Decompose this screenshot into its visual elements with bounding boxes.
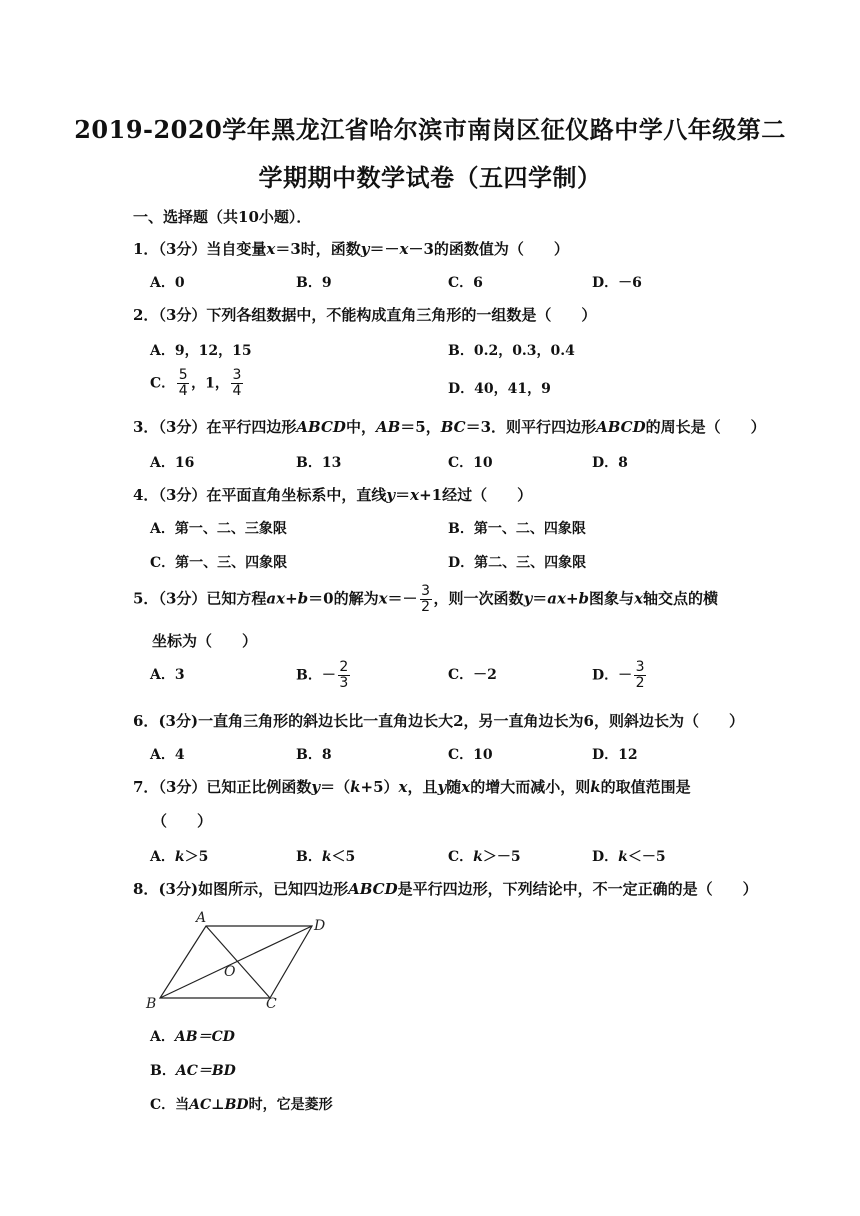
question-number: 8．	[133, 880, 159, 898]
denominator: 2	[421, 599, 430, 615]
option-b: B．0.2，0.3，0.4	[448, 343, 575, 359]
q-text: （3分）当自变量	[158, 240, 267, 258]
minus-sign: －	[321, 667, 336, 684]
q-text: 图象与	[589, 589, 635, 608]
option-d: D．－6	[592, 275, 642, 291]
numerator: 3	[421, 583, 430, 599]
numerator: 3	[232, 367, 242, 383]
q-text: （3分）在平行四边形	[158, 418, 297, 436]
question-8	[133, 878, 758, 899]
math-var: k	[174, 849, 185, 865]
math-var: x	[399, 240, 409, 258]
center-label-o: O	[224, 964, 236, 980]
question-7	[133, 776, 691, 797]
q-text: （3分）在平面直角坐标系中，直线	[158, 486, 387, 504]
q-text: ＝	[395, 486, 411, 504]
vertex-label-a: A	[196, 910, 207, 926]
math-var: k	[321, 849, 332, 865]
option-b: B．13	[296, 455, 342, 471]
question-number: 6．	[133, 712, 159, 730]
math-var: x	[634, 589, 644, 608]
math-var: ABCD	[296, 418, 346, 436]
q-text: 的增大而减小，则	[470, 778, 591, 796]
option-label: C．当	[150, 1097, 190, 1113]
option-a: A．第一、二、三象限	[150, 521, 287, 537]
option-d: D．40，41，9	[448, 381, 551, 397]
option-text: ＞5	[184, 849, 209, 865]
math-expr: AC＝BD	[175, 1063, 236, 1079]
q-text: ＝	[532, 589, 548, 608]
q-text: (3分)一直角三角形的斜边长比一直角边长大2，另一直角边长为6，则斜边长为（ ）	[158, 712, 744, 730]
option-c: C．10	[448, 455, 493, 471]
option-d: D．12	[592, 747, 638, 763]
doc-title-line2: 学期期中数学试卷（五四学制）	[258, 163, 602, 192]
option-text: ＜－5	[627, 849, 666, 865]
vertex-label-d: D	[314, 918, 326, 934]
math-var: AB	[375, 418, 401, 436]
question-number: 2．	[133, 306, 159, 324]
math-var: y	[311, 778, 321, 796]
q-text: ＝（	[320, 778, 351, 796]
option-b	[150, 1060, 236, 1080]
option-label: A．	[150, 849, 175, 865]
option-b: B．8	[296, 747, 332, 763]
fraction	[231, 368, 243, 399]
q-text: ＝0的解为	[308, 589, 379, 608]
question-number: 4．	[133, 486, 159, 504]
q-text: (3分)如图所示，已知四边形	[158, 880, 349, 898]
math-var: BC	[440, 418, 466, 436]
math-var: k	[350, 778, 361, 796]
doc-title-line1: 2019-2020学年黑龙江省哈尔滨市南岗区征仪路中学八年级第二	[74, 115, 786, 144]
option-c: C．第一、三、四象限	[150, 555, 288, 571]
math-var: x	[461, 778, 471, 796]
math-var: y	[437, 778, 447, 796]
q-text: ，则一次函数	[433, 589, 524, 608]
option-a: A．16	[150, 455, 195, 471]
q-text: （3分）已知正比例函数	[158, 778, 312, 796]
question-1	[133, 238, 569, 259]
section-heading: 一、选择题（共10小题）．	[133, 208, 312, 226]
denominator: 4	[232, 383, 242, 399]
fraction	[420, 584, 432, 615]
q-text: －3的函数值为（ ）	[408, 240, 569, 258]
question-6	[133, 710, 744, 731]
q-text: +5）	[360, 778, 399, 796]
q-text: ＝3时，函数	[275, 240, 361, 258]
q-text: 是平行四边形，下列结论中，不一定正确的是（ ）	[397, 880, 758, 898]
math-var: b	[297, 589, 309, 608]
numerator: 2	[339, 659, 349, 675]
q-text: 的取值范围是	[600, 778, 691, 796]
option-b	[296, 660, 352, 691]
option-b: B．9	[296, 275, 332, 291]
option-c	[448, 846, 521, 866]
option-c: C．6	[448, 275, 483, 291]
option-c	[150, 368, 245, 399]
math-var: x	[398, 778, 408, 796]
math-var: ax	[266, 589, 286, 608]
option-text: ＜5	[331, 849, 356, 865]
math-var: y	[386, 486, 396, 504]
option-label: B．	[150, 1063, 176, 1079]
denominator: 2	[635, 675, 645, 691]
option-a: A．9，12，15	[150, 343, 252, 359]
question-number: 5．	[133, 589, 159, 608]
q-text: +1经过（ ）	[419, 486, 533, 504]
denominator: 3	[339, 675, 349, 691]
numerator: 5	[178, 367, 188, 383]
option-label: D．	[592, 849, 619, 865]
question-2	[133, 304, 596, 325]
option-d	[592, 846, 666, 866]
question-number: 3．	[133, 418, 159, 436]
math-var: y	[360, 240, 370, 258]
option-text: 时，它是菱形	[248, 1097, 333, 1113]
q-text: （3分）已知方程	[158, 589, 267, 608]
option-c	[150, 1094, 333, 1114]
math-var: ax	[547, 589, 566, 608]
fraction	[634, 660, 646, 691]
option-d: D．第二、三、四象限	[448, 555, 587, 571]
math-var: k	[590, 778, 601, 796]
denominator: 4	[178, 383, 188, 399]
question-4	[133, 484, 532, 505]
option-b: B．第一、二、四象限	[448, 521, 586, 537]
math-var: y	[523, 589, 533, 608]
parallelogram-figure	[140, 908, 340, 1012]
fraction	[338, 660, 350, 691]
math-expr: AB＝CD	[174, 1029, 235, 1045]
option-c: C．－2	[448, 667, 497, 683]
option-a: A．3	[150, 667, 185, 683]
minus-sign: －	[618, 667, 633, 684]
option-a: A．4	[150, 747, 185, 763]
math-var: k	[618, 849, 628, 865]
question-number: 1．	[133, 240, 159, 258]
option-b	[296, 846, 355, 866]
diagonal-ac	[206, 926, 270, 998]
q-text: 轴交点的横	[643, 589, 719, 608]
question-number: 7．	[133, 778, 159, 796]
math-var: x	[378, 589, 388, 608]
q-text: ＝3．则平行四边形	[465, 418, 597, 436]
option-d: D．8	[592, 455, 628, 471]
option-label: D．	[592, 667, 619, 684]
numerator: 3	[635, 659, 645, 675]
q-text: ＝－	[387, 589, 418, 608]
q-text: +	[565, 589, 579, 608]
question-3	[133, 416, 766, 437]
option-a	[150, 1026, 235, 1046]
q-text: ＝5，	[400, 418, 441, 436]
fraction	[177, 368, 189, 399]
math-var: x	[410, 486, 420, 504]
q-text: 随	[446, 778, 462, 796]
option-a	[150, 846, 208, 866]
math-var: b	[578, 589, 590, 608]
question-5-line2: 坐标为（ ）	[152, 632, 258, 650]
option-label: B．	[296, 667, 322, 684]
option-label: B．	[296, 849, 322, 865]
q-text: ＝－	[369, 240, 400, 258]
option-c: C．10	[448, 747, 493, 763]
vertex-label-c: C	[266, 996, 277, 1012]
math-var: x	[266, 240, 276, 258]
question-5	[133, 584, 718, 615]
math-var: ABCD	[348, 880, 398, 898]
vertex-label-b: B	[146, 996, 157, 1012]
option-a: A．0	[150, 275, 185, 291]
q-text: +	[285, 589, 298, 608]
question-7-line2: （ ）	[152, 812, 213, 830]
option-text: ，1，	[191, 375, 229, 392]
option-label: C．	[150, 375, 176, 392]
q-text: ，且	[407, 778, 438, 796]
option-text: ＞－5	[482, 849, 521, 865]
q-text: 的周长是（ ）	[645, 418, 766, 436]
math-var: k	[473, 849, 483, 865]
q-text: （3分）下列各组数据中，不能构成直角三角形的一组数是（ ）	[158, 306, 597, 324]
option-d	[592, 660, 648, 691]
option-label: C．	[448, 849, 474, 865]
math-expr: AC⊥BD	[189, 1097, 249, 1113]
option-label: A．	[150, 1029, 175, 1045]
q-text: 中，	[345, 418, 376, 436]
math-var: ABCD	[596, 418, 646, 436]
